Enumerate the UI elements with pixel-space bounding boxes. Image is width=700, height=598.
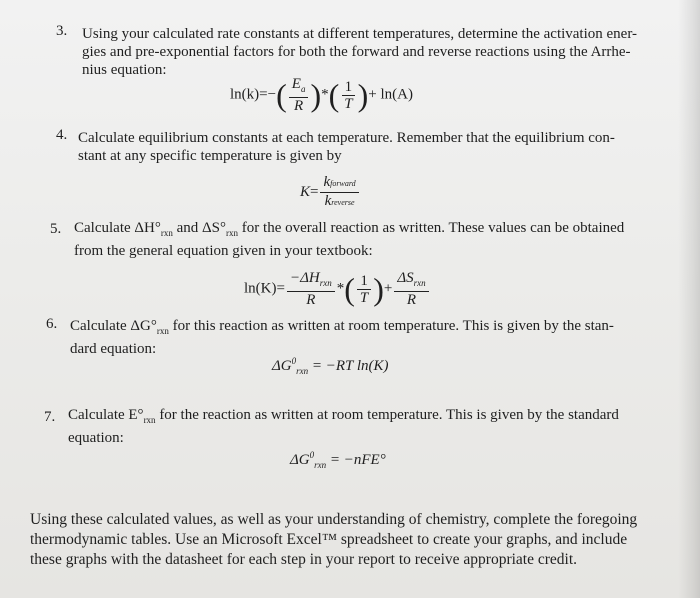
item-3-line: Using your calculated rate constants at different temperatures, determine the activation ener- xyxy=(82,26,638,42)
equilibrium-constant-equation xyxy=(300,174,361,211)
t: T xyxy=(359,289,369,306)
r: R xyxy=(294,98,304,114)
rxn-sub: rxn xyxy=(143,415,156,425)
item-3-line: gies and pre-exponential factors for both the forward and reverse reactions using the Arrhe- xyxy=(82,44,631,60)
cell-potential-rhs: = −nFE° xyxy=(329,452,386,468)
ln-k: ln(k) xyxy=(230,86,260,103)
cell-potential-equation xyxy=(290,450,386,470)
delta-g: ΔG xyxy=(272,358,292,374)
ln-a: + ln(A) xyxy=(368,86,413,103)
ea: E xyxy=(291,76,301,92)
delta-s-label: and ΔS° xyxy=(176,220,227,236)
dh-over-r xyxy=(287,270,335,308)
minus-dh: −ΔH xyxy=(289,270,320,286)
times: * xyxy=(336,280,345,297)
delta-g-label: Calculate ΔG° xyxy=(70,318,157,334)
item-6-line: for this reaction as written at room temperature. This is given by the stan- xyxy=(172,318,614,334)
standard-sup: 0 xyxy=(309,450,315,460)
r: R xyxy=(306,292,316,308)
delta-g: ΔG xyxy=(290,452,310,468)
item-4-line: stant at any specific temperature is given by xyxy=(78,148,342,164)
paren: ( xyxy=(344,271,355,307)
forward-label: forward xyxy=(330,179,356,188)
rxn-sub: rxn xyxy=(314,460,327,470)
vant-hoff-equation xyxy=(244,270,431,308)
equals: = xyxy=(276,280,285,297)
one-over-t xyxy=(341,79,355,112)
rxn-sub: rxn xyxy=(226,228,239,238)
item-7-line: for the reaction as written at room temperature. This is given by the standard xyxy=(159,407,619,423)
delta-h-label: Calculate ΔH° xyxy=(74,220,161,236)
ds: ΔS xyxy=(397,270,414,286)
item-4-text xyxy=(78,129,668,165)
r: R xyxy=(406,292,417,308)
paren: ) xyxy=(373,271,384,307)
rxn-sub: rxn xyxy=(413,278,426,288)
rxn-sub: rxn xyxy=(296,366,309,376)
item-3-line: nius equation: xyxy=(82,62,167,78)
item-3-text xyxy=(82,25,662,79)
k-ratio xyxy=(320,174,358,211)
closing-line: thermodynamic tables. Use an Microsoft Excel™ spreadsheet to create your graphs, and include xyxy=(30,531,628,548)
minus: − xyxy=(267,86,277,103)
rxn-sub: rxn xyxy=(160,228,173,238)
k-forward: k xyxy=(323,174,331,190)
item-4-line: Calculate equilibrium constants at each temperature. Remember that the equilibrium con- xyxy=(78,130,615,146)
gibbs-rhs: = −RT ln(K) xyxy=(311,358,389,374)
paren: ( xyxy=(276,77,287,113)
item-7-number: 7. xyxy=(44,409,56,425)
rxn-sub: rxn xyxy=(156,326,169,336)
rxn-sub: rxn xyxy=(319,278,332,288)
item-4-number: 4. xyxy=(56,127,68,143)
item-5-line: from the general equation given in your textbook: xyxy=(74,243,373,259)
page-curl-shadow xyxy=(678,0,700,598)
paren: ) xyxy=(310,77,322,113)
e-label: Calculate E° xyxy=(68,407,144,423)
ea-over-r xyxy=(289,76,309,114)
ln-k-cap: ln(K) xyxy=(244,280,277,297)
gibbs-equation xyxy=(272,356,389,376)
item-5-text xyxy=(74,219,674,260)
paren: ) xyxy=(357,77,369,113)
item-5-line: for the overall reaction as written. These values can be obtained xyxy=(241,220,625,236)
reverse-label: reverse xyxy=(331,198,355,207)
item-6-line: dard equation: xyxy=(70,341,157,357)
one: 1 xyxy=(342,79,356,96)
ds-over-r xyxy=(394,270,428,308)
paren: ( xyxy=(328,77,340,113)
t: T xyxy=(344,95,353,112)
ea-sub: a xyxy=(300,84,306,94)
equals: = xyxy=(259,86,268,103)
item-6-text xyxy=(70,317,670,358)
equals: = xyxy=(310,183,319,200)
times: * xyxy=(321,86,329,103)
k-cap: K xyxy=(300,183,311,200)
closing-line: these graphs with the datasheet for each step in your report to receive appropriate credit. xyxy=(30,551,578,568)
closing-line: Using these calculated values, as well as your understanding of chemistry, complete the foregoing xyxy=(30,511,638,528)
k-reverse: k xyxy=(324,193,332,209)
plus: + xyxy=(383,280,393,297)
item-7-text xyxy=(68,406,668,447)
one: 1 xyxy=(357,273,371,290)
item-6-number: 6. xyxy=(46,316,58,332)
closing-paragraph xyxy=(30,510,690,570)
one-over-t xyxy=(357,273,371,306)
item-3-number: 3. xyxy=(56,23,68,39)
item-5-number: 5. xyxy=(50,221,62,237)
standard-sup: 0 xyxy=(291,356,297,366)
arrhenius-equation xyxy=(230,76,413,114)
item-7-line: equation: xyxy=(68,430,124,446)
